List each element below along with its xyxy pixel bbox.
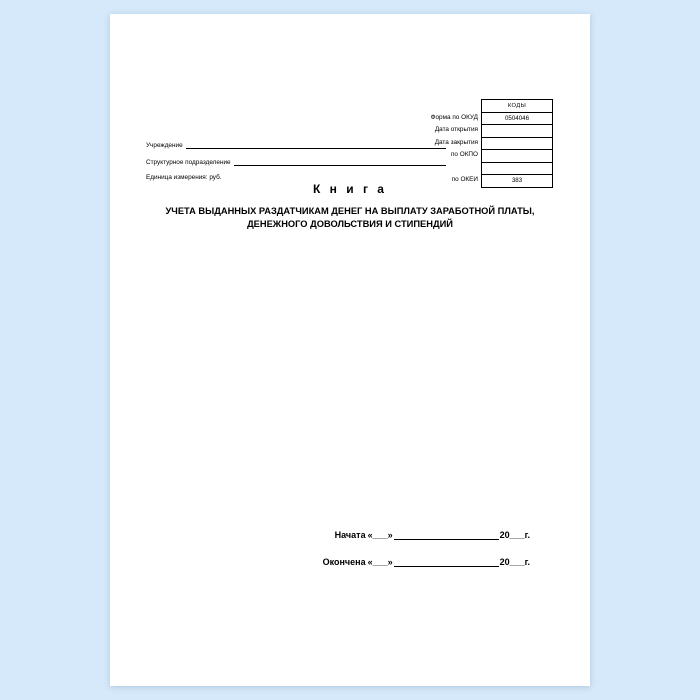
field-started-month-input[interactable] [394, 530, 499, 540]
codes-value-open-date[interactable] [482, 125, 553, 138]
codes-label-okud: Форма по ОКУД [430, 113, 478, 121]
codes-label-header [298, 99, 478, 112]
field-finished-month-input[interactable] [394, 557, 499, 567]
field-finished-day[interactable]: «___» [367, 557, 393, 567]
field-institution [146, 141, 446, 149]
page-subtitle-line-2: ДЕНЕЖНОГО ДОВОЛЬСТВИЯ И СТИПЕНДИЙ [247, 218, 453, 229]
footer-date-fields [110, 530, 590, 584]
codes-label-okpo: по ОКПО [450, 151, 478, 158]
field-started [110, 530, 590, 540]
field-started-year[interactable]: 20___г. [499, 530, 530, 540]
codes-table-header-row [482, 100, 553, 113]
organization-fields [146, 141, 446, 181]
codes-label-okei: по ОКЕИ [451, 176, 478, 183]
field-subdivision-input[interactable] [234, 158, 446, 166]
codes-label-close-date: Дата закрытия [434, 138, 478, 146]
page-subtitle [110, 205, 590, 230]
page-subtitle-line-1: УЧЕТА ВЫДАННЫХ РАЗДАТЧИКАМ ДЕНЕГ НА ВЫПЛАТУ ЗАРАБОТНОЙ ПЛАТЫ, [165, 206, 535, 216]
field-subdivision-label: Структурное подразделение [146, 158, 231, 166]
codes-table [481, 99, 553, 188]
codes-value-okei[interactable]: 383 [482, 175, 553, 188]
table-row [482, 175, 553, 188]
field-subdivision [146, 158, 446, 166]
field-finished-label: Окончена [322, 557, 366, 567]
unit-of-measure-label: Единица измерения: руб. [146, 174, 222, 181]
codes-value-okpo[interactable] [482, 150, 553, 163]
title-block [110, 182, 590, 230]
field-started-day[interactable]: «___» [367, 530, 393, 540]
field-institution-label: Учреждение [146, 142, 183, 149]
document-body [110, 14, 590, 686]
codes-value-close-date[interactable] [482, 137, 553, 150]
codes-label-open-date: Дата открытия [434, 126, 478, 133]
codes-value-okud[interactable]: 0504046 [482, 112, 553, 125]
page-title: К н и г а [313, 182, 387, 196]
table-row [482, 137, 553, 150]
codes-header-cell: КОДЫ [482, 100, 553, 113]
field-finished [110, 557, 590, 567]
codes-value-blank[interactable] [482, 162, 553, 175]
field-finished-year[interactable]: 20___г. [499, 557, 530, 567]
table-row [482, 112, 553, 125]
table-row [482, 162, 553, 175]
field-started-label: Начата [334, 530, 366, 540]
document-page [110, 14, 590, 686]
table-row [482, 125, 553, 138]
table-row [482, 150, 553, 163]
field-institution-input[interactable] [186, 141, 446, 149]
